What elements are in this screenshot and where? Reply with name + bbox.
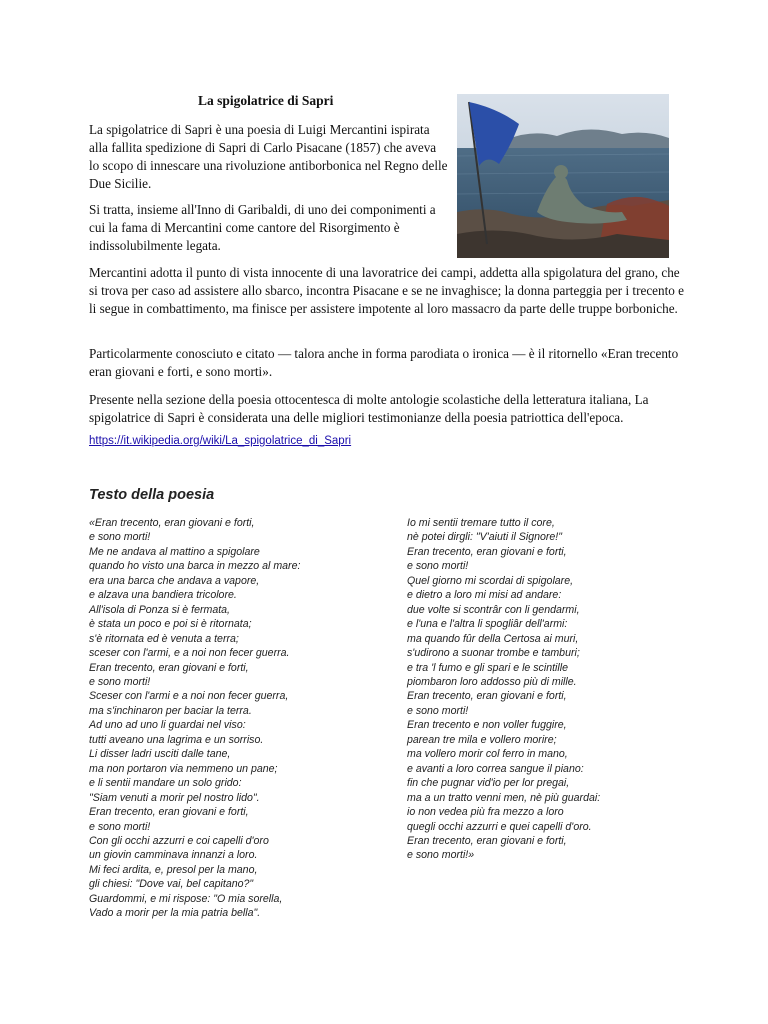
- poem-line: Li disser ladri usciti dalle tane,: [89, 748, 231, 761]
- poem-right-column: [407, 516, 600, 863]
- poem-line: un giovin camminava innanzi a loro.: [89, 849, 258, 862]
- poem-line: Guardommi, e mi rispose: "O mia sorella,: [89, 892, 283, 905]
- poem-line: quando ho visto una barca in mezzo al mare:: [89, 560, 301, 573]
- poem-line: è stata un poco e poi si è ritornata;: [89, 618, 252, 631]
- poem-line: ma a un tratto venni men, nè più guardai:: [407, 791, 601, 804]
- poem-line: s'è ritornata ed è venuta a terra;: [89, 632, 239, 645]
- poem-line: tutti aveano una lagrima e un sorriso.: [89, 733, 264, 746]
- poem-line: era una barca che andava a vapore,: [89, 574, 260, 587]
- poem-line: e sono morti!: [407, 560, 469, 573]
- poem-line: Quel giorno mi scordai di spigolare,: [407, 574, 574, 587]
- poem-line: Eran trecento, eran giovani e forti,: [89, 806, 249, 819]
- poem-line: Eran trecento, eran giovani e forti,: [407, 834, 567, 847]
- poem-line: Eran trecento, eran giovani e forti,: [407, 545, 567, 558]
- poem-line: Vado a morir per la mia patria bella".: [89, 907, 261, 920]
- wikipedia-link[interactable]: https://it.wikipedia.org/wiki/La_spigolatrice_di_Sapri: [89, 435, 352, 447]
- poem-section-title: Testo della poesia: [89, 487, 215, 503]
- poem-line: io non vedea più fra mezzo a loro: [407, 806, 564, 819]
- poem-line: Eran trecento e non voller fuggire,: [407, 719, 567, 732]
- poem-line: "Siam venuti a morir pel nostro lido".: [89, 791, 260, 804]
- poem-line: «Eran trecento, eran giovani e forti,: [89, 517, 255, 529]
- poem-line: Mi feci ardita, e, presol per la mano,: [89, 863, 258, 876]
- viewpoint-paragraph: Mercantini adotta il punto di vista innocente di una lavoratrice dei campi, addetta alla spigolatura del grano, che si trova per caso ad assistere allo sbarco, incontra Pisacane e se ne invaghisce; la donna parteggia per i trecento e li segue in combattimento, ma finisce per assistere impotente al loro massacro da parte delle truppe borboniche.: [89, 265, 685, 316]
- document-title: La spigolatrice di Sapri: [198, 93, 334, 108]
- poem-line: Eran trecento, eran giovani e forti,: [89, 661, 249, 674]
- poem-line: nè potei dirgli: "V'aiuti il Signore!": [407, 531, 562, 544]
- poem-line: e sono morti!»: [407, 849, 475, 862]
- anthology-paragraph: Presente nella sezione della poesia ottocentesca di molte antologie scolastiche della letteratura italiana, La spigolatrice di Sapri è considerata una delle migliori testimonianze della poesia patriottica dell'epoca.: [89, 392, 649, 425]
- statue-by-the-sea-photo: [457, 94, 669, 258]
- poem-line: e sono morti!: [89, 675, 151, 688]
- poem-line: ma vollero morir col ferro in mano,: [407, 748, 568, 761]
- poem-line: Io mi sentii tremare tutto il core,: [407, 517, 555, 529]
- poem-line: ma quando fûr della Certosa ai muri,: [407, 632, 579, 645]
- poem-left-column: [89, 516, 300, 921]
- poem-line: e sono morti!: [89, 820, 151, 833]
- poem-line: All'isola di Ponza si è fermata,: [89, 603, 230, 616]
- poem-line: e sono morti!: [407, 704, 469, 717]
- poem-line: e alzava una bandiera tricolore.: [89, 589, 237, 602]
- poem-line: due volte si scontrâr con li gendarmi,: [407, 603, 580, 616]
- poem-line: piombaron loro addosso più di mille.: [407, 675, 577, 688]
- poem-line: e avanti a loro correa sangue il piano:: [407, 762, 584, 775]
- poem-line: s'udirono a suonar trombe e tamburi;: [407, 647, 580, 660]
- intro-paragraph: La spigolatrice di Sapri è una poesia di Luigi Mercantini ispirata alla fallita spedizione di Sapri di Carlo Pisacane (1857) che aveva lo scopo di innescare una rivoluzione antiborbonica nel Regno delle Due Sicilie.: [89, 122, 448, 191]
- context-paragraph: Si tratta, insieme all'Inno di Garibaldi, di uno dei componimenti a cui la fama di Mercantini come cantore del Risorgimento è indissolubilmente legata.: [89, 202, 436, 253]
- poem-line: fin che pugnar vid'io per lor pregai,: [407, 777, 570, 790]
- poem-line: e sono morti!: [89, 531, 151, 544]
- poem-line: e li sentii mandare un solo grido:: [89, 777, 242, 790]
- poem-line: Ad uno ad uno li guardai nel viso:: [89, 719, 246, 732]
- poem-line: sceser con l'armi, e a noi non fecer guerra.: [89, 647, 290, 660]
- poem-line: parean tre mila e vollero morire;: [407, 733, 557, 746]
- poem-line: quegli occhi azzurri e quei capelli d'oro.: [407, 820, 592, 833]
- poem-line: ma s'inchinaron per baciar la terra.: [89, 704, 252, 717]
- poem-line: ma non portaron via nemmeno un pane;: [89, 762, 278, 775]
- poem-line: e l'una e l'altra li spogliâr dell'armi:: [407, 618, 568, 631]
- poem-line: Me ne andava al mattino a spigolare: [89, 545, 260, 558]
- refrain-paragraph: Particolarmente conosciuto e citato — talora anche in forma parodiata o ironica — è il ritornello «Eran trecento eran giovani e forti, e sono morti».: [89, 346, 679, 379]
- poem-line: e dietro a loro mi misi ad andare:: [407, 589, 562, 602]
- poem-line: Sceser con l'armi e a noi non fecer guerra,: [89, 690, 289, 703]
- poem-line: Eran trecento, eran giovani e forti,: [407, 690, 567, 703]
- poem-line: gli chiesi: "Dove vai, bel capitano?": [89, 878, 254, 891]
- poem-line: e tra 'l fumo e gli spari e le scintille: [407, 661, 568, 674]
- poem-line: Con gli occhi azzurri e coi capelli d'oro: [89, 834, 269, 847]
